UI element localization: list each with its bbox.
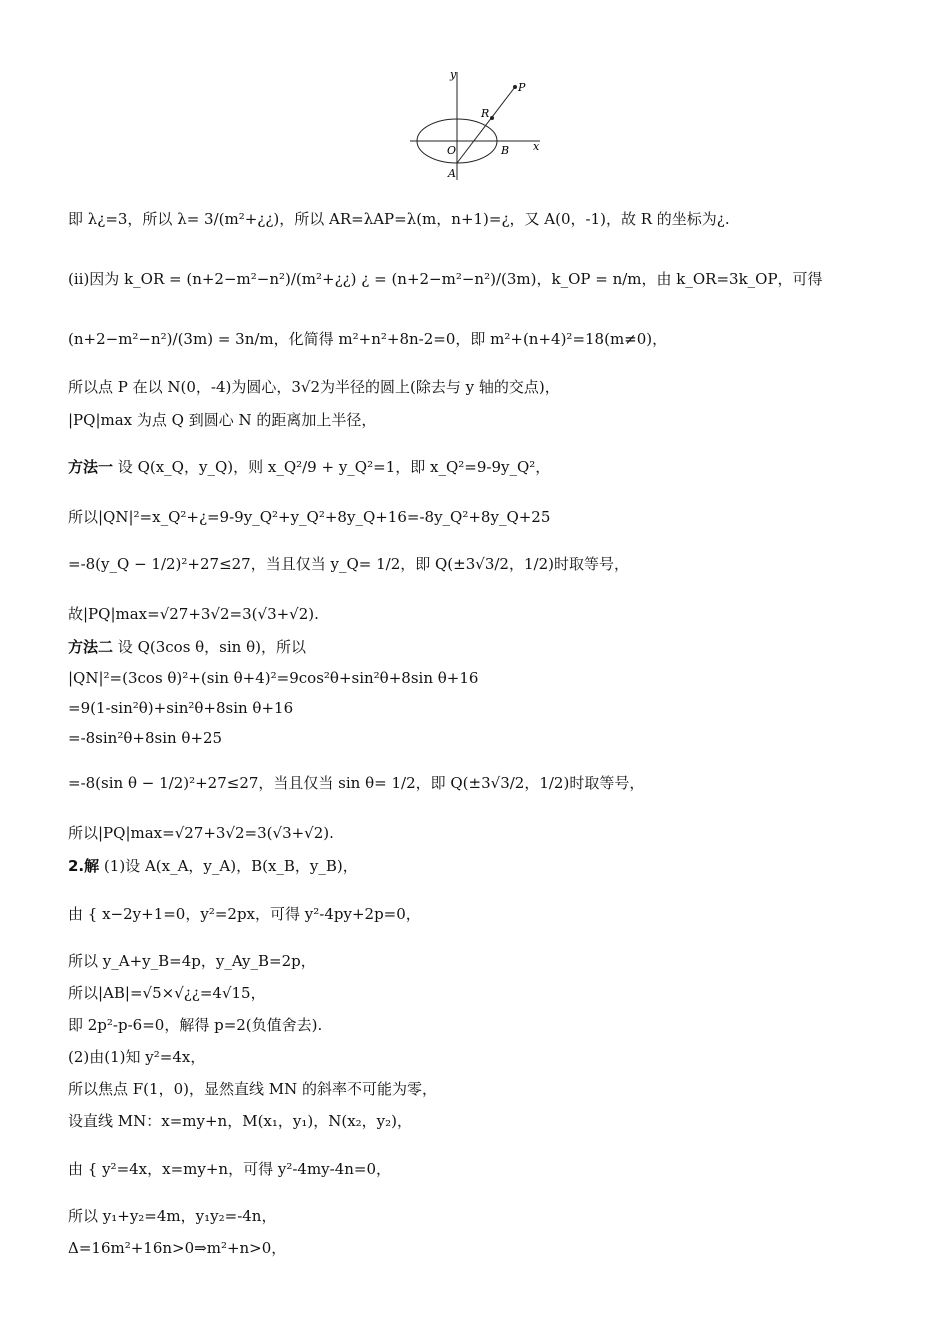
q2-heading: 2.解 [68, 857, 100, 875]
text-line: =-8(y_Q − 1/2)²+27≤27，当且仅当 y_Q= 1/2，即 Q(±3√3/2，1/2)时取等号， [68, 555, 629, 573]
text-line: |QN|²=(3cos θ)²+(sin θ+4)²=9cos²θ+sin²θ+8sin θ+16 [68, 669, 479, 687]
ellipse-diagram [405, 62, 555, 187]
text-line: 所以焦点 F(1，0)，显然直线 MN 的斜率不可能为零， [68, 1080, 437, 1098]
q2-line [68, 855, 358, 877]
text-line: =-8sin²θ+8sin θ+25 [68, 729, 223, 747]
svg-text:A: A [448, 167, 456, 180]
text-line: 所以|QN|²=x_Q²+¿=9-9y_Q²+y_Q²+8y_Q+16=-8y_Q²+8y_Q+25 [68, 508, 551, 526]
text-line: (1)设 A(x_A，y_A)，B(x_B，y_B)， [103, 857, 358, 875]
method2-heading: 方法二 [68, 638, 114, 656]
text-line: =9(1-sin²θ)+sin²θ+8sin θ+16 [68, 699, 294, 717]
svg-text:P: P [518, 81, 526, 94]
svg-text:B: B [501, 144, 510, 157]
method1-heading: 方法一 [68, 458, 114, 476]
svg-text:R: R [481, 107, 490, 120]
svg-text:y: y [450, 68, 457, 81]
svg-text:O: O [447, 144, 457, 157]
text-line: 故|PQ|max=√27+3√2=3(√3+√2). [68, 605, 319, 623]
text-line: 由 { x−2y+1=0，y²=2px，可得 y²-4py+2p=0， [68, 905, 421, 923]
text-line: 设直线 MN：x=my+n，M(x₁，y₁)，N(x₂，y₂)， [68, 1112, 413, 1130]
method2-line [68, 636, 306, 658]
text-line: (ⅱ)因为 k_OR = (n+2−m²−n²)/(m²+¿¿) ¿ = (n+2−m²−n²)/(3m)，k_OP = n/m，由 k_OR=3k_OP，可得 [68, 270, 823, 288]
svg-text:x: x [533, 140, 540, 153]
method1-line [68, 456, 550, 478]
text-line: (2)由(1)知 y²=4x， [68, 1048, 206, 1066]
text-line: 所以|PQ|max=√27+3√2=3(√3+√2). [68, 824, 334, 842]
text-line: 由 { y²=4x，x=my+n，可得 y²-4my-4n=0， [68, 1160, 392, 1178]
text-line: 即 2p²-p-6=0，解得 p=2(负值舍去). [68, 1016, 323, 1034]
text-line: |PQ|max 为点 Q 到圆心 N 的距离加上半径， [68, 411, 377, 429]
text-line: 所以 y₁+y₂=4m，y₁y₂=-4n， [68, 1207, 277, 1225]
text-line: =-8(sin θ − 1/2)²+27≤27，当且仅当 sin θ= 1/2，即 Q(±3√3/2，1/2)时取等号， [68, 774, 645, 792]
text-line: Δ=16m²+16n>0⇒m²+n>0， [68, 1239, 287, 1257]
text-line: 设 Q(x_Q，y_Q)，则 x_Q²/9 + y_Q²=1，即 x_Q²=9-9y_Q²， [117, 458, 551, 476]
text-line: 即 λ¿=3，所以 λ= 3/(m²+¿¿)，所以 AR=λAP=λ(m，n+1)=¿，又 A(0，-1)，故 R 的坐标为¿. [68, 210, 730, 228]
text-line: 所以|AB|=√5×√¿¿=4√15， [68, 984, 266, 1002]
text-line: 所以 y_A+y_B=4p，y_Ay_B=2p， [68, 952, 316, 970]
text-line: (n+2−m²−n²)/(3m) = 3n/m，化简得 m²+n²+8n-2=0，即 m²+(n+4)²=18(m≠0)， [68, 330, 668, 348]
text-line: 设 Q(3cos θ，sin θ)，所以 [117, 638, 306, 656]
text-line: 所以点 P 在以 N(0，-4)为圆心，3√2为半径的圆上(除去与 y 轴的交点)， [68, 378, 560, 396]
